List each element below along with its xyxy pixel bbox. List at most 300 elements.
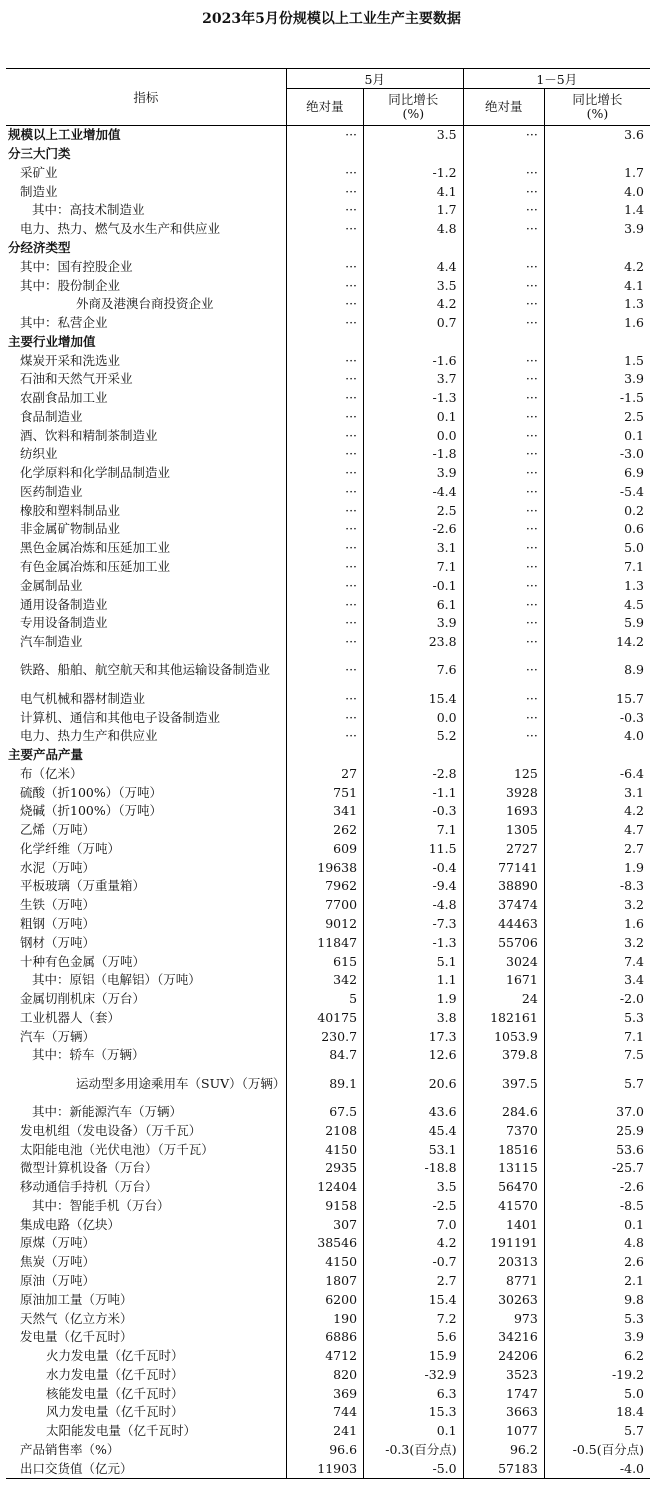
ytd-abs-cell: 1401 <box>463 1215 544 1234</box>
ytd-yoy-cell: 3.9 <box>624 1329 644 1345</box>
row-label: 焦炭（万吨） <box>6 1253 286 1272</box>
header-indicator: 指标 <box>6 69 286 126</box>
table-body <box>6 126 650 1479</box>
table-row <box>6 164 650 183</box>
row-label: 金属制品业 <box>6 576 286 595</box>
month-abs-cell: ··· <box>286 464 363 483</box>
row-label: 汽车制造业 <box>6 633 286 652</box>
month-yoy-cell: -0.3 <box>364 802 464 821</box>
month-yoy-cell <box>364 145 464 164</box>
month-abs-cell: ··· <box>286 220 363 239</box>
month-yoy-cell: -0.4 <box>364 858 464 877</box>
month-yoy-cell: 0.1 <box>364 1422 464 1441</box>
ytd-yoy-cell: -0.5(百分点) <box>572 1441 644 1457</box>
month-yoy-cell: -4.8 <box>364 896 464 915</box>
ytd-abs-cell: ··· <box>463 126 544 145</box>
month-yoy-cell: 5.2 <box>364 727 464 746</box>
row-label: 农副食品加工业 <box>6 389 286 408</box>
row-label: 其中：原铝（电解铝）（万吨） <box>6 971 286 990</box>
table-row <box>6 877 650 896</box>
row-label: 太阳能电池（光伏电池）（万千瓦） <box>6 1140 286 1159</box>
row-label: 其中：高技术制造业 <box>6 201 286 220</box>
table-row <box>6 314 650 333</box>
month-abs-cell: 7700 <box>286 896 363 915</box>
header-month-abs: 绝对量 <box>286 89 363 126</box>
month-abs-cell: ··· <box>286 708 363 727</box>
ytd-abs-cell: ··· <box>463 389 544 408</box>
ytd-yoy-cell: 1.6 <box>624 916 644 931</box>
ytd-abs-cell: 191191 <box>463 1234 544 1253</box>
ytd-yoy-cell: 0.1 <box>624 427 644 443</box>
table-row <box>6 239 650 258</box>
month-abs-cell: 11847 <box>286 933 363 952</box>
table-row <box>6 220 650 239</box>
header-month-yoy-line2: (%) <box>402 106 425 121</box>
ytd-yoy-cell: 5.7 <box>624 1075 644 1091</box>
ytd-yoy-cell: 3.4 <box>624 972 644 988</box>
row-label: 电力、热力生产和供应业 <box>6 727 286 746</box>
ytd-abs-cell: 55706 <box>463 933 544 952</box>
table-row <box>6 614 650 633</box>
month-yoy-cell: 17.3 <box>364 1027 464 1046</box>
table-row <box>6 1441 650 1460</box>
month-yoy-cell: 20.6 <box>364 1065 464 1103</box>
ytd-yoy-cell: 7.1 <box>624 1028 644 1044</box>
ytd-abs-cell: 56470 <box>463 1178 544 1197</box>
month-abs-cell: ··· <box>286 351 363 370</box>
ytd-yoy-cell: 4.7 <box>624 822 644 838</box>
month-yoy-cell: -7.3 <box>364 915 464 934</box>
month-yoy-cell: 1.9 <box>364 990 464 1009</box>
ytd-yoy-cell: 3.9 <box>624 221 644 237</box>
header-ytd-yoy <box>544 89 650 126</box>
month-yoy-cell <box>364 332 464 351</box>
ytd-yoy-cell: 4.5 <box>624 596 644 612</box>
ytd-yoy-cell <box>544 332 650 351</box>
row-label: 其中：新能源汽车（万辆） <box>6 1103 286 1122</box>
ytd-abs-cell: 397.5 <box>463 1065 544 1103</box>
row-label: 制造业 <box>6 182 286 201</box>
ytd-abs-cell <box>463 332 544 351</box>
month-abs-cell: 84.7 <box>286 1046 363 1065</box>
row-label: 其中：私营企业 <box>6 314 286 333</box>
row-label: 其中：国有控股企业 <box>6 257 286 276</box>
table-row <box>6 1253 650 1272</box>
month-abs-cell: ··· <box>286 576 363 595</box>
ytd-yoy-cell <box>544 239 650 258</box>
ytd-yoy-cell: -6.4 <box>619 765 644 781</box>
month-abs-cell: 4150 <box>286 1253 363 1272</box>
ytd-yoy-cell: 5.7 <box>624 1423 644 1439</box>
month-yoy-cell: -0.7 <box>364 1253 464 1272</box>
table-row <box>6 332 650 351</box>
month-abs-cell: 230.7 <box>286 1027 363 1046</box>
month-yoy-cell: 1.7 <box>364 201 464 220</box>
ytd-yoy-cell: 1.9 <box>624 859 644 875</box>
row-label: 粗钢（万吨） <box>6 915 286 934</box>
month-yoy-cell: 4.2 <box>364 295 464 314</box>
table-row <box>6 407 650 426</box>
row-label: 食品制造业 <box>6 407 286 426</box>
ytd-abs-cell: ··· <box>463 164 544 183</box>
ytd-yoy-cell: 9.8 <box>624 1291 644 1307</box>
ytd-yoy-cell: 6.2 <box>624 1348 644 1364</box>
table-row <box>6 483 650 502</box>
ytd-yoy-cell: 7.5 <box>624 1047 644 1063</box>
table-row <box>6 1122 650 1141</box>
row-label: 运动型多用途乘用车（SUV）（万辆） <box>6 1065 286 1103</box>
table-row <box>6 990 650 1009</box>
ytd-abs-cell: ··· <box>463 276 544 295</box>
ytd-abs-cell: ··· <box>463 558 544 577</box>
month-abs-cell: 9158 <box>286 1197 363 1216</box>
table-row <box>6 576 650 595</box>
table-row <box>6 370 650 389</box>
table-row <box>6 933 650 952</box>
ytd-abs-cell <box>463 145 544 164</box>
ytd-yoy-cell: 3.2 <box>624 934 644 950</box>
ytd-yoy-cell: 2.7 <box>624 840 644 856</box>
table-row <box>6 276 650 295</box>
row-label: 微型计算机设备（万台） <box>6 1159 286 1178</box>
month-abs-cell: ··· <box>286 689 363 708</box>
ytd-yoy-cell: 1.7 <box>624 164 644 180</box>
ytd-yoy-cell: 3.2 <box>624 897 644 913</box>
month-yoy-cell: -1.3 <box>364 933 464 952</box>
ytd-yoy-cell: 5.9 <box>624 615 644 631</box>
ytd-yoy-cell: 1.5 <box>624 352 644 368</box>
header-row-groups <box>6 69 650 89</box>
month-yoy-cell: 12.6 <box>364 1046 464 1065</box>
ytd-abs-cell: 973 <box>463 1309 544 1328</box>
ytd-abs-cell: ··· <box>463 689 544 708</box>
ytd-yoy-cell: -1.5 <box>619 390 644 406</box>
month-abs-cell: ··· <box>286 389 363 408</box>
row-label: 原油（万吨） <box>6 1272 286 1291</box>
ytd-abs-cell: ··· <box>463 708 544 727</box>
ytd-abs-cell: ··· <box>463 295 544 314</box>
table-row <box>6 1272 650 1291</box>
row-label: 移动通信手持机（万台） <box>6 1178 286 1197</box>
table-row <box>6 802 650 821</box>
table-row <box>6 765 650 784</box>
month-abs-cell: ··· <box>286 164 363 183</box>
row-label: 出口交货值（亿元） <box>6 1459 286 1478</box>
ytd-abs-cell: 41570 <box>463 1197 544 1216</box>
month-abs-cell: 27 <box>286 765 363 784</box>
month-abs-cell: 4712 <box>286 1347 363 1366</box>
table-row <box>6 915 650 934</box>
page-title: 2023年5月份规模以上工业生产主要数据 <box>202 11 461 27</box>
ytd-abs-cell: 30263 <box>463 1290 544 1309</box>
month-abs-cell: 7962 <box>286 877 363 896</box>
ytd-yoy-cell: -0.3 <box>619 709 644 725</box>
month-abs-cell: 751 <box>286 783 363 802</box>
month-yoy-cell: -18.8 <box>364 1159 464 1178</box>
table-row <box>6 1328 650 1347</box>
month-abs-cell: 369 <box>286 1384 363 1403</box>
ytd-abs-cell: 284.6 <box>463 1103 544 1122</box>
table-row <box>6 1103 650 1122</box>
month-yoy-cell: -1.3 <box>364 389 464 408</box>
ytd-abs-cell: ··· <box>463 220 544 239</box>
table-row <box>6 840 650 859</box>
ytd-abs-cell: 125 <box>463 765 544 784</box>
month-yoy-cell: 5.6 <box>364 1328 464 1347</box>
row-label: 分经济类型 <box>6 239 286 258</box>
ytd-abs-cell: ··· <box>463 182 544 201</box>
row-label: 非金属矿物制品业 <box>6 520 286 539</box>
row-label: 火力发电量（亿千瓦时） <box>6 1347 286 1366</box>
month-abs-cell: ··· <box>286 201 363 220</box>
ytd-abs-cell: ··· <box>463 576 544 595</box>
ytd-yoy-cell: 8.9 <box>624 662 644 678</box>
row-label: 其中：智能手机（万台） <box>6 1197 286 1216</box>
month-abs-cell: 6200 <box>286 1290 363 1309</box>
ytd-yoy-cell: -2.0 <box>619 991 644 1007</box>
month-abs-cell: 190 <box>286 1309 363 1328</box>
month-yoy-cell: 0.0 <box>364 426 464 445</box>
table-row <box>6 126 650 145</box>
row-label: 电气机械和器材制造业 <box>6 689 286 708</box>
month-abs-cell: 307 <box>286 1215 363 1234</box>
table-row <box>6 1403 650 1422</box>
ytd-abs-cell: ··· <box>463 201 544 220</box>
month-abs-cell: ··· <box>286 633 363 652</box>
ytd-abs-cell: 77141 <box>463 858 544 877</box>
row-label: 天然气（亿立方米） <box>6 1309 286 1328</box>
row-label: 汽车（万辆） <box>6 1027 286 1046</box>
ytd-yoy-cell: 4.8 <box>624 1235 644 1251</box>
table-row <box>6 182 650 201</box>
ytd-yoy-cell: 25.9 <box>616 1122 644 1138</box>
month-yoy-cell: 0.7 <box>364 314 464 333</box>
row-label: 通用设备制造业 <box>6 595 286 614</box>
month-abs-cell <box>286 746 363 765</box>
row-label: 主要行业增加值 <box>6 332 286 351</box>
row-label: 专用设备制造业 <box>6 614 286 633</box>
ytd-abs-cell: 34216 <box>463 1328 544 1347</box>
row-label: 化学原料和化学制品制造业 <box>6 464 286 483</box>
table-row <box>6 558 650 577</box>
ytd-yoy-cell: 53.6 <box>616 1141 644 1157</box>
month-yoy-cell: -2.5 <box>364 1197 464 1216</box>
ytd-yoy-cell: 2.5 <box>624 408 644 424</box>
month-abs-cell: 342 <box>286 971 363 990</box>
row-label: 平板玻璃（万重量箱） <box>6 877 286 896</box>
row-label: 外商及港澳台商投资企业 <box>6 295 286 314</box>
table-row <box>6 1309 650 1328</box>
month-abs-cell: ··· <box>286 520 363 539</box>
ytd-yoy-cell: 5.3 <box>624 1310 644 1326</box>
row-label: 酒、饮料和精制茶制造业 <box>6 426 286 445</box>
table-row <box>6 1215 650 1234</box>
table-row <box>6 727 650 746</box>
ytd-yoy-cell: 7.4 <box>624 953 644 969</box>
ytd-yoy-cell: 7.1 <box>624 558 644 574</box>
table-row <box>6 1422 650 1441</box>
row-label: 其中：轿车（万辆） <box>6 1046 286 1065</box>
month-yoy-cell: 3.7 <box>364 370 464 389</box>
month-abs-cell: 11903 <box>286 1459 363 1478</box>
month-abs-cell: 2108 <box>286 1122 363 1141</box>
ytd-abs-cell: 96.2 <box>463 1441 544 1460</box>
row-label: 石油和天然气开采业 <box>6 370 286 389</box>
table-row <box>6 1046 650 1065</box>
month-abs-cell: 9012 <box>286 915 363 934</box>
row-label: 电力、热力、燃气及水生产和供应业 <box>6 220 286 239</box>
table-row <box>6 1178 650 1197</box>
row-label: 原煤（万吨） <box>6 1234 286 1253</box>
month-abs-cell: 615 <box>286 952 363 971</box>
ytd-abs-cell: ··· <box>463 407 544 426</box>
table-row <box>6 520 650 539</box>
month-yoy-cell: -1.8 <box>364 445 464 464</box>
table-row <box>6 746 650 765</box>
table-row <box>6 1365 650 1384</box>
month-yoy-cell: -0.3(百分点) <box>364 1441 464 1460</box>
month-abs-cell: 5 <box>286 990 363 1009</box>
month-yoy-cell: 15.4 <box>364 689 464 708</box>
ytd-abs-cell: 1305 <box>463 821 544 840</box>
ytd-yoy-cell: 5.0 <box>624 540 644 556</box>
ytd-abs-cell: ··· <box>463 501 544 520</box>
table-row <box>6 651 650 689</box>
month-yoy-cell: -1.2 <box>364 164 464 183</box>
ytd-abs-cell: ··· <box>463 445 544 464</box>
month-yoy-cell: 3.8 <box>364 1008 464 1027</box>
ytd-abs-cell <box>463 239 544 258</box>
ytd-yoy-cell: 37.0 <box>616 1104 644 1120</box>
table-row <box>6 539 650 558</box>
month-abs-cell: ··· <box>286 539 363 558</box>
month-yoy-cell: 3.9 <box>364 614 464 633</box>
month-yoy-cell: -2.6 <box>364 520 464 539</box>
table-row <box>6 1459 650 1478</box>
table-row <box>6 257 650 276</box>
ytd-yoy-cell: 4.2 <box>624 258 644 274</box>
month-abs-cell: 241 <box>286 1422 363 1441</box>
ytd-abs-cell: 3928 <box>463 783 544 802</box>
month-yoy-cell: 7.1 <box>364 558 464 577</box>
header-month-yoy <box>364 89 464 126</box>
ytd-abs-cell: 1077 <box>463 1422 544 1441</box>
header-ytd-abs: 绝对量 <box>463 89 544 126</box>
month-yoy-cell: 5.1 <box>364 952 464 971</box>
month-yoy-cell: 3.5 <box>364 276 464 295</box>
month-yoy-cell: 3.1 <box>364 539 464 558</box>
month-abs-cell: 820 <box>286 1365 363 1384</box>
ytd-abs-cell: 2727 <box>463 840 544 859</box>
ytd-yoy-cell: -3.0 <box>619 446 644 462</box>
ytd-abs-cell: 24 <box>463 990 544 1009</box>
table-row <box>6 633 650 652</box>
month-yoy-cell: 2.5 <box>364 501 464 520</box>
ytd-abs-cell: 8771 <box>463 1272 544 1291</box>
month-abs-cell: 40175 <box>286 1008 363 1027</box>
ytd-abs-cell: ··· <box>463 727 544 746</box>
table-row <box>6 896 650 915</box>
row-label: 黑色金属冶炼和压延加工业 <box>6 539 286 558</box>
table-row <box>6 595 650 614</box>
month-yoy-cell: -4.4 <box>364 483 464 502</box>
ytd-abs-cell: ··· <box>463 651 544 689</box>
ytd-yoy-cell: 0.1 <box>624 1216 644 1232</box>
ytd-abs-cell: 1671 <box>463 971 544 990</box>
ytd-yoy-cell: -8.5 <box>619 1197 644 1213</box>
row-label: 工业机器人（套） <box>6 1008 286 1027</box>
month-abs-cell: 1807 <box>286 1272 363 1291</box>
month-yoy-cell: -9.4 <box>364 877 464 896</box>
ytd-yoy-cell: 2.1 <box>624 1273 644 1289</box>
month-yoy-cell: -1.6 <box>364 351 464 370</box>
month-yoy-cell <box>364 746 464 765</box>
month-yoy-cell: 23.8 <box>364 633 464 652</box>
ytd-abs-cell: ··· <box>463 539 544 558</box>
ytd-abs-cell: 1693 <box>463 802 544 821</box>
month-yoy-cell: 15.4 <box>364 1290 464 1309</box>
ytd-yoy-cell: 4.0 <box>624 183 644 199</box>
row-label: 布（亿米） <box>6 765 286 784</box>
month-yoy-cell: -32.9 <box>364 1365 464 1384</box>
row-label: 太阳能发电量（亿千瓦时） <box>6 1422 286 1441</box>
table-row <box>6 351 650 370</box>
month-yoy-cell: 43.6 <box>364 1103 464 1122</box>
month-yoy-cell: 6.1 <box>364 595 464 614</box>
row-label: 采矿业 <box>6 164 286 183</box>
ytd-yoy-cell: 3.9 <box>624 371 644 387</box>
row-label: 十种有色金属（万吨） <box>6 952 286 971</box>
month-abs-cell: 19638 <box>286 858 363 877</box>
ytd-abs-cell: 182161 <box>463 1008 544 1027</box>
month-yoy-cell: 3.5 <box>364 1178 464 1197</box>
ytd-abs-cell: 1747 <box>463 1384 544 1403</box>
row-label: 化学纤维（万吨） <box>6 840 286 859</box>
row-label: 生铁（万吨） <box>6 896 286 915</box>
ytd-yoy-cell: 4.0 <box>624 728 644 744</box>
ytd-yoy-cell: 2.6 <box>624 1254 644 1270</box>
ytd-yoy-cell: 0.2 <box>624 502 644 518</box>
row-label: 发电量（亿千瓦时） <box>6 1328 286 1347</box>
table-row <box>6 1290 650 1309</box>
ytd-yoy-cell: 18.4 <box>616 1404 644 1420</box>
row-label: 规模以上工业增加值 <box>6 126 286 145</box>
table-row <box>6 689 650 708</box>
ytd-abs-cell: 3523 <box>463 1365 544 1384</box>
table-row <box>6 1234 650 1253</box>
table-row <box>6 783 650 802</box>
row-label: 计算机、通信和其他电子设备制造业 <box>6 708 286 727</box>
table-row <box>6 295 650 314</box>
month-abs-cell <box>286 332 363 351</box>
month-yoy-cell: 15.9 <box>364 1347 464 1366</box>
ytd-abs-cell: 7370 <box>463 1122 544 1141</box>
month-abs-cell: 262 <box>286 821 363 840</box>
ytd-yoy-cell: 4.1 <box>624 277 644 293</box>
table-row <box>6 1140 650 1159</box>
month-abs-cell: ··· <box>286 558 363 577</box>
month-yoy-cell: 7.2 <box>364 1309 464 1328</box>
month-yoy-cell: 6.3 <box>364 1384 464 1403</box>
month-yoy-cell: -0.1 <box>364 576 464 595</box>
month-yoy-cell: 4.4 <box>364 257 464 276</box>
month-yoy-cell: 3.9 <box>364 464 464 483</box>
month-yoy-cell <box>364 239 464 258</box>
table-row <box>6 1008 650 1027</box>
month-abs-cell <box>286 239 363 258</box>
ytd-yoy-cell: -5.4 <box>619 483 644 499</box>
table-row <box>6 971 650 990</box>
